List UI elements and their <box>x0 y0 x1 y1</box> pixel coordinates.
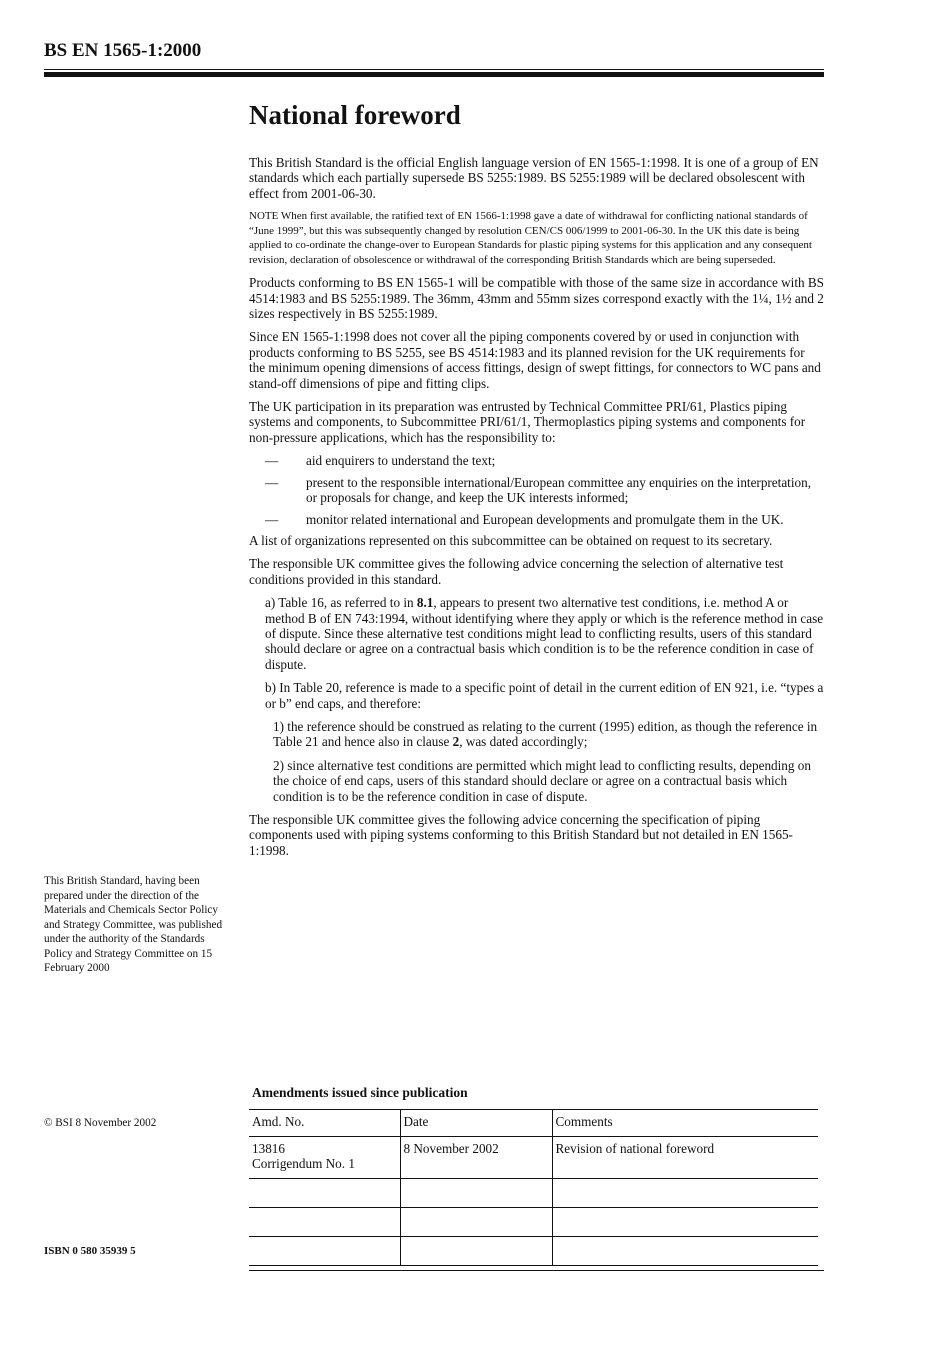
copyright-notice: © BSI 8 November 2002 <box>44 1117 157 1129</box>
note-withdrawal: NOTE When first available, the ratified text of EN 1566-1:1998 gave a date of withdrawal for conflicting national standards of “June 1999”, but this was subsequently changed by resolution CEN/CS 006/1999 to 2001-06-30. In the UK this date is being applied to co-ordinate the change-over to European Standards for plastic piping systems for this application and any consequent revision, declaration of obsolescence or withdrawal of the corresponding British Standards which are being superseded. <box>249 210 812 266</box>
table-row <box>249 1137 818 1179</box>
advice-b1-start: 1) the reference should be construed as relating to the current (1995) edition, as though the reference in Table 21 and hence also in clause <box>273 718 818 750</box>
paragraph-compatibility: Products conforming to BS EN 1565-1 will be compatible with those of the same size in accordance with BS 4514:1983 and BS 5255:1989. The 36mm, 43mm and 55mm sizes correspond exactly with the 1¼, 1½ and 2 sizes respectively in BS 5255:1989. <box>249 275 825 322</box>
cell-amd-no <box>249 1137 400 1179</box>
amd-number: 13816 <box>252 1141 285 1156</box>
table-row <box>249 1208 818 1237</box>
footer-rule <box>249 1270 824 1271</box>
list-item-text: monitor related international and European developments and promulgate them in the UK. <box>306 511 784 527</box>
paragraph-advice-specification: The responsible UK committee gives the following advice concerning the specification of piping components used with piping systems conforming to this British Standard but not detailed in EN 1565-1:1998. <box>249 812 793 858</box>
clause-reference: 2 <box>452 734 460 750</box>
page-title: National foreword <box>249 100 461 130</box>
cell-date: 8 November 2002 <box>400 1137 552 1179</box>
paragraph-advice-test-conditions: The responsible UK committee gives the following advice concerning the selection of alternative test conditions provided in this standard. <box>249 556 784 587</box>
foreword-body <box>249 155 824 866</box>
list-dash: — <box>265 453 279 469</box>
empty-cell <box>552 1208 818 1237</box>
empty-cell <box>400 1237 552 1266</box>
paragraph-participation: The UK participation in its preparation was entrusted by Technical Committee PRI/61, Plastics piping systems and components, to Subcommittee PRI/61/1, Thermoplastics piping systems and components for non-pressure applications, which has the responsibility to: <box>249 399 806 445</box>
advice-item-a <box>249 595 824 672</box>
advice-a-start: a) Table 16, as referred to in <box>265 595 417 611</box>
cell-comments: Revision of national foreword <box>552 1137 818 1179</box>
empty-cell <box>552 1237 818 1266</box>
document-id: BS EN 1565-1:2000 <box>44 40 202 61</box>
table-row <box>249 1179 818 1208</box>
advice-b1-end: , was dated accordingly; <box>459 734 588 750</box>
paragraph-status: This British Standard is the official English language version of EN 1565-1:1998. It is one of a group of EN standards which each partially supersede BS 5255:1989. BS 5255:1989 will be declared obsolescent with effect from 2001-06-30. <box>249 155 819 201</box>
table-header-row <box>249 1110 818 1137</box>
paragraph-organizations: A list of organizations represented on this subcommittee can be obtained on request to its secretary. <box>249 532 773 548</box>
list-item <box>249 475 824 506</box>
column-header-date: Date <box>400 1110 552 1137</box>
list-item-text: present to the responsible international/European committee any enquiries on the interpretation, or proposals for change, and keep the UK interests informed; <box>306 474 811 506</box>
advice-item-b1 <box>249 719 824 750</box>
header-rule-thick <box>44 72 824 77</box>
empty-cell <box>249 1179 400 1208</box>
empty-cell <box>249 1208 400 1237</box>
header-rule-thin <box>44 69 824 70</box>
column-header-amd-no: Amd. No. <box>249 1110 400 1137</box>
empty-cell <box>400 1208 552 1237</box>
column-header-comments: Comments <box>552 1110 818 1137</box>
amendments-title: Amendments issued since publication <box>252 1085 468 1100</box>
table-row <box>249 1237 818 1266</box>
amendments-table <box>249 1109 818 1266</box>
publication-note: This British Standard, having been prepared under the direction of the Materials and Chemicals Sector Policy and Strategy Committee, was published under the authority of the Standards Policy and Strategy Committee on 15 February 2000 <box>44 875 223 974</box>
amd-type: Corrigendum No. 1 <box>252 1156 355 1171</box>
isbn: ISBN 0 580 35939 5 <box>44 1245 136 1257</box>
list-dash: — <box>265 474 279 490</box>
empty-cell <box>552 1179 818 1208</box>
list-dash: — <box>265 511 279 527</box>
empty-cell <box>249 1237 400 1266</box>
list-item-text: aid enquirers to understand the text; <box>306 453 496 469</box>
advice-item-b: b) In Table 20, reference is made to a specific point of detail in the current edition of EN 921, i.e. “types a or b” end caps, and therefore: <box>265 680 824 711</box>
clause-reference: 8.1 <box>416 595 434 611</box>
empty-cell <box>400 1179 552 1208</box>
list-item <box>249 512 824 527</box>
list-item <box>249 453 824 468</box>
advice-a-end: , appears to present two alternative test conditions, i.e. method A or method B of EN 743:1994, without identifying where they apply or which is the reference method in case of dispute. Since these alternative test conditions might lead to conflicting results, users of this standard should declare or agree on a contractual basis which condition is to be the reference condition in case of dispute. <box>265 595 824 672</box>
paragraph-scope: Since EN 1565-1:1998 does not cover all the piping components covered by or used in conjunction with products conforming to BS 5255, see BS 4514:1983 and its planned revision for the UK requirements for the minimum opening dimensions of access fittings, design of swept fittings, for connectors to WC pans and stand-off dimensions of pipe and fitting clips. <box>249 329 821 391</box>
advice-item-b2: 2) since alternative test conditions are permitted which might lead to conflicting results, depending on the choice of end caps, users of this standard should declare or agree on a contractual basis which condition is to be the reference condition in case of dispute. <box>273 757 811 804</box>
